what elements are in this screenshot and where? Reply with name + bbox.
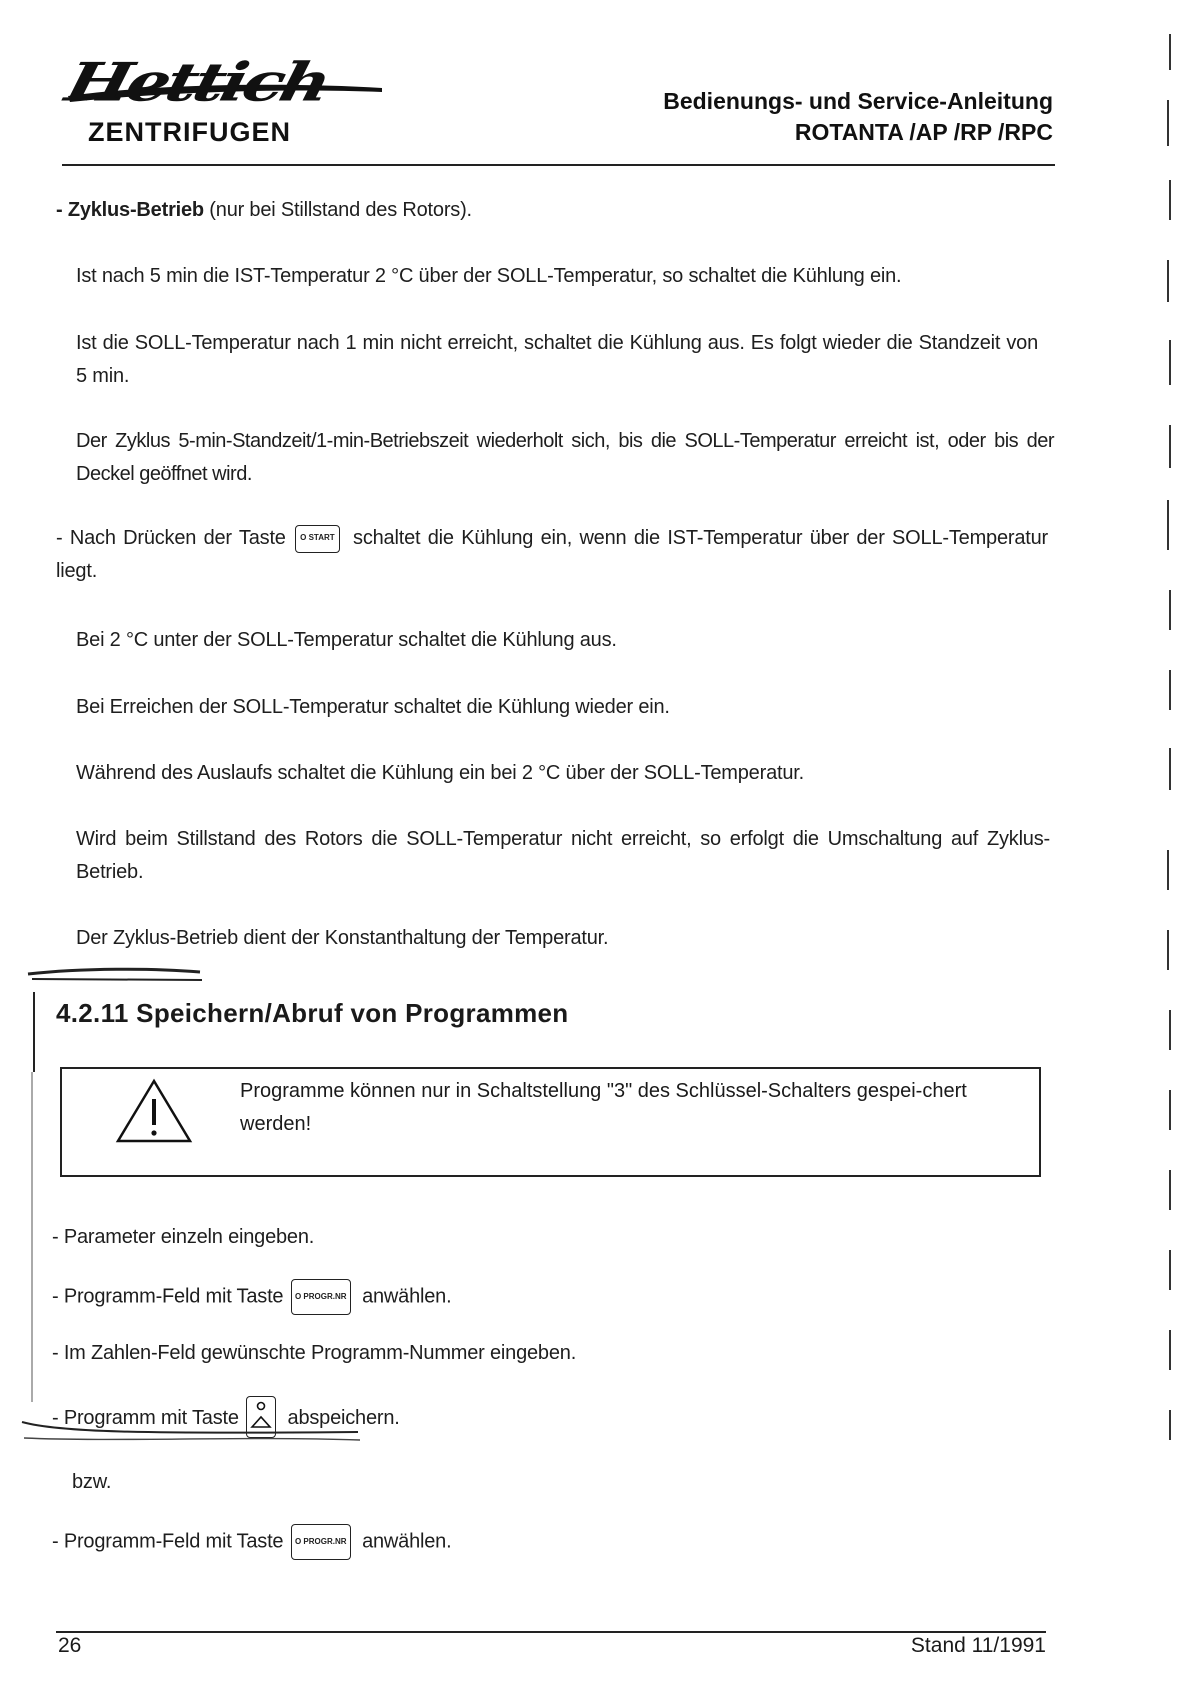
page-number: 26 [58,1634,82,1657]
program-step-2-pre: - Programm-Feld mit Taste [52,1285,284,1308]
bzw-text: bzw. [72,1471,112,1493]
cycle-bullet-bold: - Zyklus-Betrieb [56,199,204,221]
footer-rule [56,1631,1046,1633]
section-heading: 4.2.11 Speichern/Abruf von Programmen [56,998,569,1028]
logo-wordmark: Hettich [59,51,335,114]
right-margin-marks-icon [1160,30,1190,1450]
program-step-5-post: anwählen. [362,1530,452,1553]
revision-date: Stand 11/1991 [910,1634,1046,1657]
program-step-5 [52,1524,451,1560]
start-key-bullet-pre: - Nach Drücken der Taste [56,527,286,549]
program-step-3: - Im Zahlen-Feld gewünschte Programm-Nummer eingeben. [52,1342,577,1364]
cycle-paragraph-1: Ist nach 5 min die IST-Temperatur 2 °C über der SOLL-Temperatur, so schaltet die Kühlung ein. [76,265,902,287]
document-title-line1: Bedienungs- und Service-Anleitung [663,88,1053,114]
program-step-2 [52,1279,451,1315]
start-paragraph-5: Der Zyklus-Betrieb dient der Konstanthaltung der Temperatur. [76,927,609,949]
start-key-icon: O START [295,525,340,553]
start-key-bullet [56,522,1048,588]
start-paragraph-1: Bei 2 °C unter der SOLL-Temperatur schaltet die Kühlung aus. [76,629,617,651]
company-logo [59,51,386,147]
logo-subtitle: ZENTRIFUGEN [88,117,291,147]
program-step-1: - Parameter einzeln eingeben. [52,1226,315,1248]
cycle-paragraph-2: Ist die SOLL-Temperatur nach 1 min nicht erreicht, schaltet die Kühlung aus. Es folgt wieder die Standzeit von 5 min. [76,332,1038,387]
document-title-line2: ROTANTA /AP /RP /RPC [794,119,1053,145]
program-step-5-pre: - Programm-Feld mit Taste [52,1530,284,1553]
cycle-bullet-rest: (nur bei Stillstand des Rotors). [203,199,472,221]
program-step-4-pre: - Programm mit Taste [52,1407,239,1429]
program-key-2-icon: O PROGR.NR [291,1524,351,1560]
warning-text: Programme können nur in Schaltstellung "3" des Schlüssel-Schalters gespei-chert werden! [240,1080,967,1135]
start-paragraph-2: Bei Erreichen der SOLL-Temperatur schaltet die Kühlung wieder ein. [76,696,670,718]
cycle-paragraph-3: Der Zyklus 5-min-Standzeit/1-min-Betriebszeit wiederholt sich, bis die SOLL-Temperatur erreicht ist, oder bis der Deckel geöffnet wird. [76,430,1054,485]
program-key-icon: O PROGR.NR [291,1279,351,1315]
cycle-bullet [56,194,472,227]
underline-stroke-icon [18,1418,368,1448]
header-rule [62,164,1055,166]
start-paragraph-4: Wird beim Stillstand des Rotors die SOLL-Temperatur nicht erreicht, so erfolgt die Umschaltung auf Zyklus-Betrieb. [76,828,1050,883]
program-step-4-post: abspeichern. [287,1407,400,1429]
start-key-bullet-post: schaltet die Kühlung ein, wenn die IST-Temperatur über der SOLL-Temperatur liegt. [56,527,1048,582]
warning-triangle-icon [114,1077,194,1147]
document-title [663,86,1053,148]
program-step-2-post: anwählen. [362,1285,452,1308]
start-paragraph-3: Während des Auslaufs schaltet die Kühlung ein bei 2 °C über der SOLL-Temperatur. [76,762,804,784]
